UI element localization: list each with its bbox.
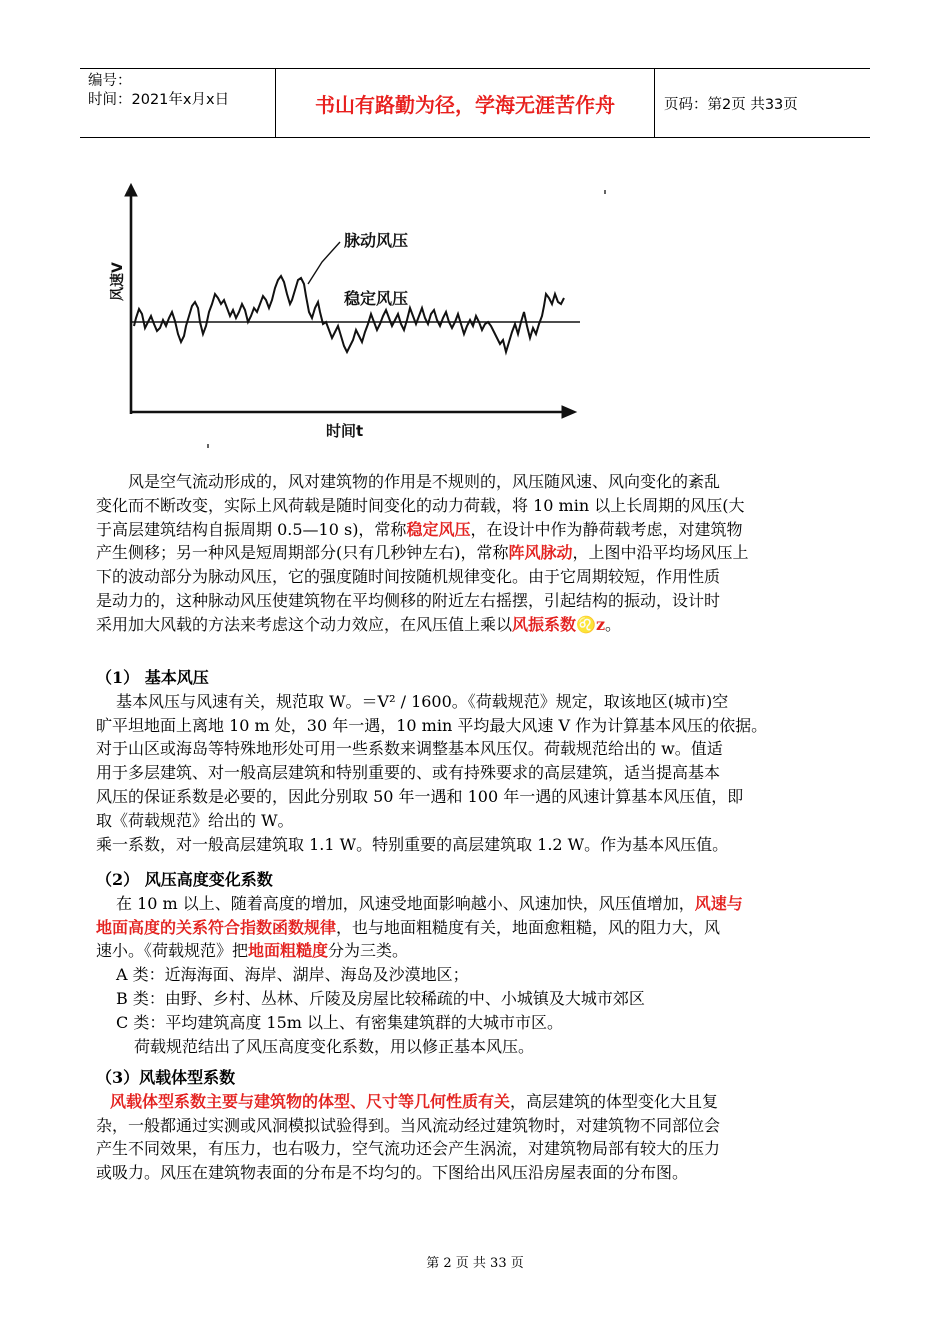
- section-shape-coefficient: [96, 1066, 858, 1185]
- header-left-cell: [80, 69, 276, 137]
- label-steady-pressure: 稳定风压: [344, 289, 409, 308]
- section-heading: （2） 风压高度变化系数: [96, 870, 273, 889]
- text-span: ，也与地面粗糙度有关，地面愈粗糙，风的阻力大，风: [336, 917, 721, 937]
- pulse-label-pointer: [308, 242, 340, 284]
- text-line: 乘一系数，对一般高层建筑取 1.1 W。特别重要的高层建筑取 1.2 W。作为基本风压值。: [96, 834, 729, 854]
- page-header: [80, 68, 870, 138]
- document-date-label: 时间：2021年x月x日: [88, 92, 230, 108]
- text-span: ，在设计中作为静荷载考虑，对建筑物: [470, 519, 743, 539]
- fluctuating-pressure-curve: [134, 276, 564, 352]
- text-span: 采用加大风载的方法来考虑这个动力效应，在风压值上乘以: [96, 614, 513, 634]
- text-line: 用于多层建筑、对一般高层建筑和特别重要的、或有持殊要求的高层建筑，适当提高基本: [96, 763, 721, 783]
- category-a: A 类：近海海面、海岸、湖岸、海岛及沙漠地区；: [116, 965, 469, 985]
- text-line: 基本风压与风速有关，规范取 W。＝V² / 1600。《荷载规范》规定，取该地区(城市)空: [116, 691, 729, 711]
- text-line: 取《荷载规范》给出的 W。: [96, 810, 294, 830]
- highlight-wind-vibration-coefficient: 风振系数♌z: [512, 614, 606, 634]
- y-axis-label: 风速V: [110, 262, 126, 301]
- text-span: 产生侧移；另一种风是短周期部分(只有几秒钟左右)，常称: [96, 543, 509, 563]
- text-span: 。: [605, 614, 622, 634]
- highlight-text: 地面高度的关系符合指数函数规律: [96, 917, 337, 937]
- text-line: [96, 916, 858, 940]
- text-line: [96, 892, 858, 916]
- text-line: 风压的保证系数是必要的，因此分别取 50 年一遇和 100 年一遇的风速计算基本风压值，即: [96, 786, 744, 806]
- text-line: 风是空气流动形成的，风对建筑物的作用是不规则的，风压随风速、风向变化的紊乱: [128, 472, 721, 491]
- x-axis-arrow: [562, 406, 576, 418]
- y-axis-arrow: [125, 184, 137, 196]
- highlight-ground-roughness: 地面粗糙度: [248, 941, 329, 961]
- category-c: C 类：平均建筑高度 15m 以上、有密集建筑群的大城市市区。: [116, 1012, 564, 1032]
- section-heading: （3）风载体型系数: [96, 1068, 236, 1087]
- text-line: [96, 518, 858, 542]
- highlight-steady-pressure: 稳定风压: [406, 519, 471, 539]
- header-motto: 书山有路勤为径，学海无涯苦作舟: [276, 69, 655, 137]
- text-line: 产生不同效果，有压力，也右吸力，空气流功还会产生涡流，对建筑物局部有较大的压力: [96, 1139, 721, 1159]
- header-page-label: 页码：第2页 共33页: [664, 96, 798, 113]
- text-line: 旷平坦地面上离地 10 m 处，30 年一遇，10 min 平均最大风速 V 作为计算基本风压的依据。: [96, 715, 768, 735]
- x-axis-label: 时间t: [326, 422, 364, 440]
- highlight-gust-pulse: 阵风脉动: [508, 543, 573, 563]
- text-span: 分为三类。: [328, 941, 409, 961]
- text-line: 变化而不断改变，实际上风荷载是随时间变化的动力荷载，将 10 min 以上长周期的风压(大: [96, 495, 745, 515]
- wind-pressure-figure: [100, 176, 620, 456]
- text-line: 对于山区或海岛等特殊地形处可用一些系数来调整基本风压仅。荷载规范给出的 w。值适: [96, 739, 723, 759]
- text-span: 速小。《荷载规范》把: [96, 941, 249, 961]
- text-line: 下的波动部分为脉动风压，它的强度随时间按随机规律变化。由于它周期较短，作用性质: [96, 567, 721, 587]
- category-b: B 类：由野、乡村、丛林、斤陵及房屋比较稀疏的中、小城镇及大城市郊区: [116, 988, 645, 1008]
- text-line: 荷载规范结出了风压高度变化系数，用以修正基本风压。: [134, 1036, 535, 1056]
- text-line: [96, 939, 858, 963]
- text-line: [96, 613, 858, 637]
- paragraph-wind-intro: [96, 470, 858, 637]
- document-number-label: 编号：: [88, 73, 132, 89]
- text-line: 或吸力。风压在建筑物表面的分布是不均匀的。下图给出风压沿房屋表面的分布图。: [96, 1163, 689, 1183]
- text-span: 在 10 m 以上、随着高度的增加，风速受地面影响越小、风速加快，风压值增加，: [116, 893, 695, 913]
- text-line: [96, 541, 858, 565]
- label-pulse-pressure: 脉动风压: [344, 231, 409, 250]
- section-height-variation: [96, 868, 858, 1058]
- text-line: 杂，一般都通过实测或风洞模拟试验得到。当风流动经过建筑物时，对建筑物不同部位会: [96, 1115, 721, 1135]
- section-heading: （1） 基本风压: [96, 668, 209, 687]
- page-footer: 第 2 页 共 33 页: [426, 1256, 524, 1271]
- highlight-text: 风载体型系数主要与建筑物的体型、尺寸等几何性质有关: [110, 1091, 511, 1111]
- text-line: 是动力的，这种脉动风压使建筑物在平均侧移的附近左右摇摆，引起结构的振动，设计时: [96, 590, 721, 610]
- text-span: ，高层建筑的体型变化大且复: [510, 1091, 719, 1111]
- text-line: [96, 1090, 858, 1114]
- highlight-text: 风速与: [694, 893, 743, 913]
- text-span: 于高层建筑结构自振周期 0.5—10 s)，常称: [96, 519, 407, 539]
- section-basic-wind-pressure: [96, 666, 858, 856]
- text-span: ，上图中沿平均场风压上: [572, 543, 749, 563]
